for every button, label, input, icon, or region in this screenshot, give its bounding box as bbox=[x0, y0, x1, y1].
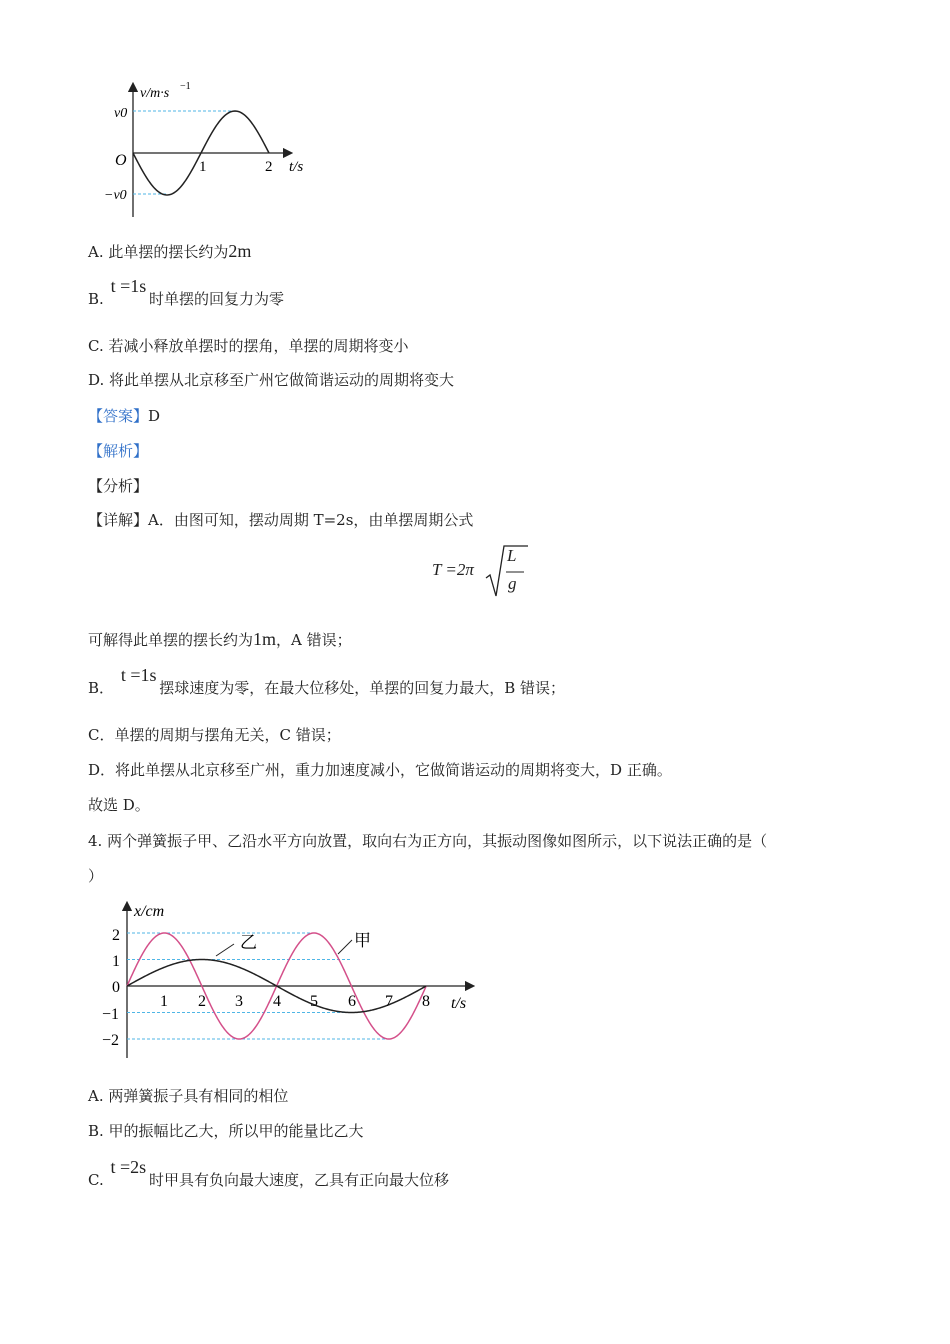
x-axis-label: t/s bbox=[289, 159, 304, 175]
x-tick-8: 8 bbox=[422, 993, 430, 1010]
q3-option-d[interactable]: D. 将此单摆从北京移至广州它做简谐运动的周期将变大 bbox=[88, 371, 455, 389]
y-axis-exponent: −1 bbox=[180, 81, 191, 92]
velocity-time-graph bbox=[100, 75, 330, 225]
q4-option-c[interactable] bbox=[88, 1157, 449, 1190]
detail-3-math: t =1s bbox=[120, 665, 157, 685]
q4-option-c-math: t =2s bbox=[110, 1157, 147, 1177]
detail-2-text-a: 可解得此单摆的摆长约为 bbox=[88, 631, 254, 649]
x-tick-1: 1 bbox=[160, 993, 168, 1010]
formula-denominator: g bbox=[508, 574, 517, 593]
q3-option-a-text: A. 此单摆的摆长约为 bbox=[88, 243, 229, 261]
detail-line-1: 【详解】A．由图可知，摆动周期 T=2s，由单摆周期公式 bbox=[88, 511, 474, 529]
q4-option-a[interactable]: A. 两弹簧振子具有相同的相位 bbox=[88, 1087, 289, 1105]
conclusion-line: 故选 D。 bbox=[88, 796, 150, 814]
detail-line-3 bbox=[88, 665, 566, 698]
yi-label-pointer bbox=[216, 944, 234, 956]
detail-line-4: C．单摆的周期与摆角无关，C 错误； bbox=[88, 726, 341, 744]
origin-label: O bbox=[115, 152, 127, 169]
answer-tag: 【答案】 bbox=[88, 407, 149, 425]
detail-2-math: 1m bbox=[253, 629, 277, 649]
formula-lhs: T =2π bbox=[432, 560, 474, 579]
x-tick-7: 7 bbox=[385, 993, 393, 1010]
x-tick-2: 2 bbox=[198, 993, 206, 1010]
fenxi-heading: 【分析】 bbox=[88, 477, 149, 495]
x-axis-label: t/s bbox=[451, 995, 467, 1012]
x-tick-3: 3 bbox=[235, 993, 243, 1010]
analysis-tag: 【解析】 bbox=[88, 442, 149, 460]
v0-label: v0 bbox=[114, 106, 128, 121]
q3-option-a[interactable] bbox=[88, 241, 251, 262]
detail-3-text: 摆球速度为零，在最大位移处，单摆的回复力最大，B 错误； bbox=[159, 679, 566, 697]
y-tick-neg1: −1 bbox=[102, 1006, 120, 1023]
q4-stem-line-1: 4. 两个弹簧振子甲、乙沿水平方向放置，取向右为正方向，其振动图像如图所示，以下说法正确的是（ bbox=[88, 832, 768, 850]
q4-stem-line-2: ） bbox=[88, 867, 104, 885]
y-tick-2: 2 bbox=[112, 927, 120, 944]
y-axis-label: x/cm bbox=[134, 903, 165, 920]
q4-option-b[interactable]: B. 甲的振幅比乙大，所以甲的能量比乙大 bbox=[88, 1122, 364, 1140]
x-tick-5: 5 bbox=[310, 993, 318, 1010]
y-tick-neg2: −2 bbox=[102, 1032, 120, 1049]
x-tick-6: 6 bbox=[348, 993, 356, 1010]
y-axis-label: v/m·s bbox=[140, 86, 170, 101]
jia-label-pointer bbox=[338, 940, 352, 954]
q4-option-c-prefix: C. bbox=[88, 1171, 104, 1189]
q3-option-b-math: t =1s bbox=[110, 276, 147, 296]
neg-v0-label: −v0 bbox=[104, 188, 127, 203]
q3-option-b-text: 时单摆的回复力为零 bbox=[149, 290, 285, 308]
label-jia: 甲 bbox=[354, 931, 371, 950]
y-tick-1: 1 bbox=[112, 953, 120, 970]
x-tick-1: 1 bbox=[199, 159, 207, 175]
detail-3-prefix: B． bbox=[88, 679, 115, 697]
detail-2-text-b: ，A 错误； bbox=[276, 631, 352, 649]
displacement-time-graph bbox=[98, 898, 490, 1063]
x-tick-2: 2 bbox=[265, 159, 273, 175]
x-tick-4: 4 bbox=[273, 993, 281, 1010]
q3-option-c[interactable]: C. 若减小释放单摆时的摆角，单摆的周期将变小 bbox=[88, 337, 409, 355]
detail-line-2 bbox=[88, 629, 352, 650]
answer-value: D bbox=[148, 407, 161, 425]
y-tick-0: 0 bbox=[112, 979, 120, 996]
label-yi: 乙 bbox=[240, 933, 257, 952]
q3-option-b[interactable] bbox=[88, 276, 285, 309]
pendulum-period-formula bbox=[430, 540, 530, 602]
formula-numerator: L bbox=[507, 546, 517, 565]
detail-line-5: D．将此单摆从北京移至广州，重力加速度减小，它做简谐运动的周期将变大，D 正确。 bbox=[88, 761, 672, 779]
q4-option-c-text: 时甲具有负向最大速度，乙具有正向最大位移 bbox=[148, 1171, 449, 1189]
q3-option-b-prefix: B. bbox=[88, 290, 104, 308]
answer-row bbox=[88, 406, 160, 426]
q3-option-a-math: 2m bbox=[228, 241, 252, 261]
